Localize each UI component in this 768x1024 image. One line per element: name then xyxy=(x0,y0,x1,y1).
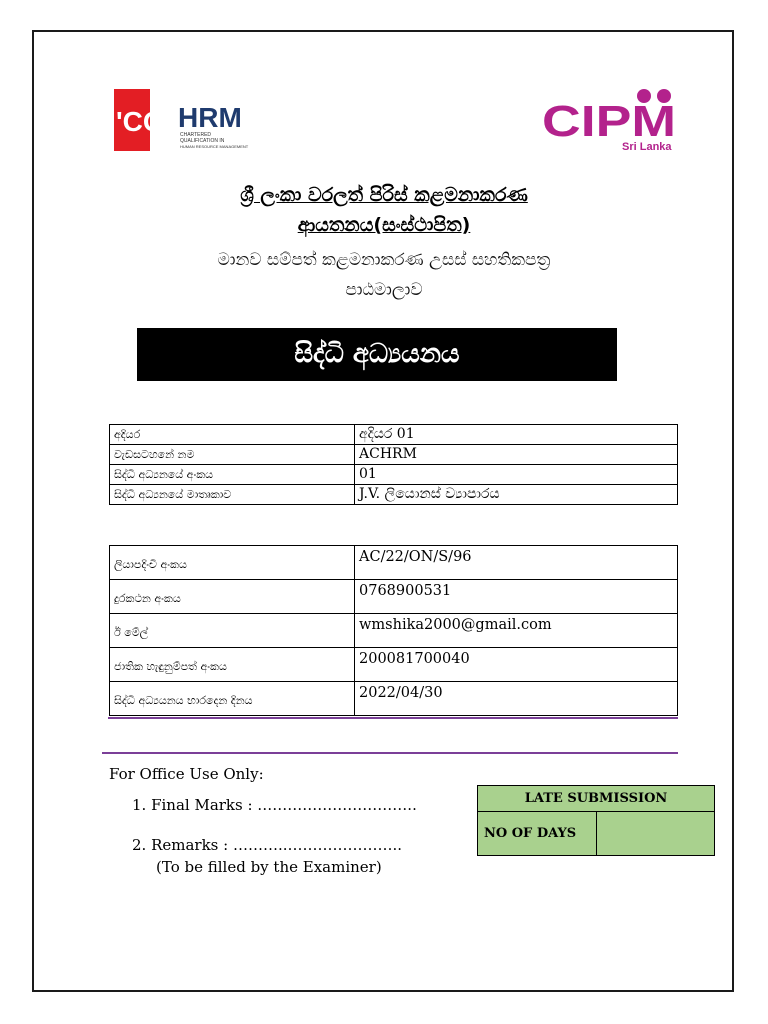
cipm-logo-sub: Sri Lanka xyxy=(622,141,672,153)
case-study-title-label: සිද්ධි අධ්‍යනයේ මාතෘකාව xyxy=(110,485,355,505)
submission-date-label: සිද්ධි අධ්‍යයනය භාරදෙන දිනය xyxy=(110,682,355,716)
email-label: ඊ මේල් xyxy=(110,614,355,648)
table-row xyxy=(110,465,678,485)
svg-text:HUMAN RESOURCE MANAGEMENT: HUMAN RESOURCE MANAGEMENT xyxy=(180,144,249,149)
registration-number-label: ලියාපදිංචි අංකය xyxy=(110,546,355,580)
table-row xyxy=(110,614,678,648)
cqhrm-logo-name: HRM xyxy=(178,102,242,133)
nic-number-label: ජාතික හැඳුනුම්පත් අංකය xyxy=(110,648,355,682)
case-study-title-value: J.V. ලියොනස් ව්‍යාපාරය xyxy=(355,485,678,505)
course-line-1: මානව සම්පත් කළමනාකරණ උසස් සහතිකපත්‍ර xyxy=(217,250,551,270)
submission-date-value: 2022/04/30 xyxy=(355,682,678,716)
institute-heading xyxy=(60,180,708,240)
phone-number-label: දුරකථන අංකය xyxy=(110,580,355,614)
table-row xyxy=(110,425,678,445)
examiner-note: (To be filled by the Examiner) xyxy=(156,858,382,876)
remarks-line: 2. Remarks : ………..………………….. xyxy=(132,836,403,854)
case-study-number-value: 01 xyxy=(355,465,678,485)
final-marks-line: 1. Final Marks : ………………………….. xyxy=(132,796,417,814)
program-name-value: ACHRM xyxy=(355,445,678,465)
module-stage-label: අදියර xyxy=(110,425,355,445)
divider-line xyxy=(102,752,678,754)
late-submission-heading: LATE SUBMISSION xyxy=(478,786,715,812)
cqhrm-logo xyxy=(114,89,264,151)
table-row xyxy=(110,682,678,716)
nic-number-value: 200081700040 xyxy=(355,648,678,682)
document-title: සිද්ධි අධ්‍යයනය xyxy=(137,328,617,381)
late-submission-box xyxy=(477,785,715,856)
course-heading xyxy=(60,245,708,305)
cipm-logo xyxy=(540,86,680,156)
svg-text:QUALIFICATION IN: QUALIFICATION IN xyxy=(180,138,225,144)
table-row xyxy=(110,485,678,505)
phone-number-value: 0768900531 xyxy=(355,580,678,614)
cipm-logo-name: CIPM xyxy=(542,97,676,146)
no-of-days-value[interactable] xyxy=(596,812,715,856)
cqhrm-logo-mark: 'CQ xyxy=(116,106,165,137)
module-info-table xyxy=(109,424,678,505)
module-stage-value: අදියර 01 xyxy=(355,425,678,445)
institute-line-1: ශ්‍රී ලංකා වරලත් පිරිස් කළමනාකරණ xyxy=(240,184,528,206)
table-row xyxy=(110,580,678,614)
no-of-days-label: NO OF DAYS xyxy=(478,812,597,856)
svg-text:CHARTERED: CHARTERED xyxy=(180,132,212,138)
case-study-number-label: සිද්ධි අධ්‍යනයේ අංකය xyxy=(110,465,355,485)
table-row xyxy=(110,648,678,682)
email-value: wmshika2000@gmail.com xyxy=(355,614,678,648)
table-row xyxy=(110,445,678,465)
student-info-table xyxy=(109,545,678,716)
course-line-2: පාඨමාලාව xyxy=(345,280,423,300)
institute-line-2: ආයතනය(සංස්ථාපිත) xyxy=(297,214,471,236)
office-use-heading: For Office Use Only: xyxy=(109,765,264,783)
program-name-label: වැඩසටහනේ නම xyxy=(110,445,355,465)
divider-line xyxy=(108,717,678,719)
registration-number-value: AC/22/ON/S/96 xyxy=(355,546,678,580)
table-row xyxy=(110,546,678,580)
